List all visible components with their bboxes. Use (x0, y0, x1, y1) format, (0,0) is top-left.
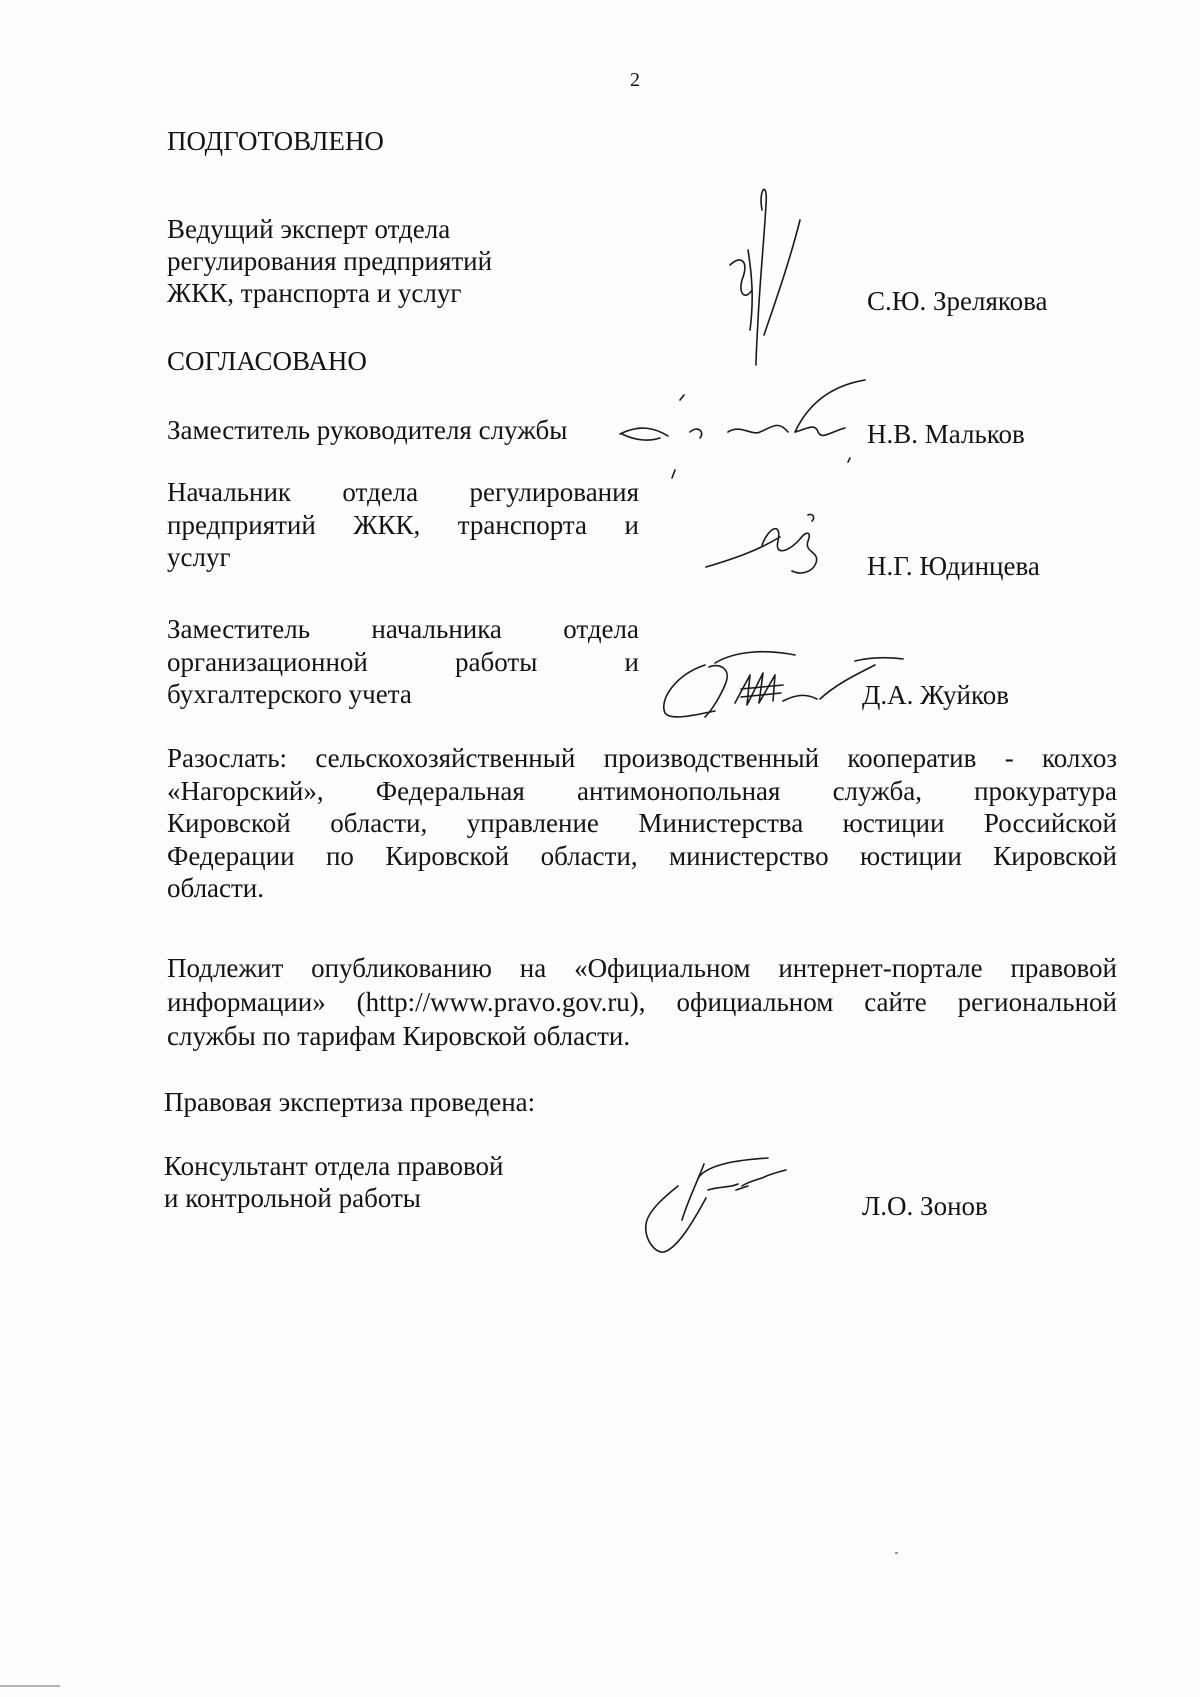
signature-zonov (638, 1150, 798, 1260)
publication-line: Подлежит опубликованию на «Официальном интернет-портале правовой (167, 953, 1117, 983)
distribution-line: области. (167, 873, 265, 903)
agreed-position-line: предприятий ЖКК, транспорта и (167, 509, 639, 540)
agreed-position-line: бухгалтерского учета (167, 679, 412, 709)
distribution-line: Федерации по Кировской области, министерство юстиции Кировской (167, 840, 1117, 871)
legal-review-position-line: и контрольной работы (164, 1183, 421, 1213)
agreed-position-line: услуг (167, 542, 231, 572)
page-number: 2 (630, 69, 640, 91)
agreed-position-line: Заместитель начальника отдела (167, 614, 639, 644)
publication-line: информации» (http://www.pravo.gov.ru), официальном сайте региональной (167, 987, 1117, 1017)
publication-block (167, 951, 1117, 1053)
agreed-position-line: Начальник отдела регулирования (167, 477, 639, 507)
legal-review-heading: Правовая экспертиза проведена: (164, 1087, 536, 1117)
publication-line: службы по тарифам Кировской области. (167, 1021, 631, 1051)
agreed-signatory-name: Д.А. Жуйков (862, 680, 1009, 710)
distribution-line: «Нагорский», Федеральная антимонопольная служба, прокуратура (167, 775, 1117, 806)
prepared-signatory-name: С.Ю. Зрелякова (867, 286, 1048, 316)
prepared-position-line: Ведущий эксперт отдела (167, 214, 451, 244)
distribution-line: Кировской области, управление Министерства юстиции Российской (167, 808, 1117, 838)
signature-zrelyakova (720, 180, 810, 370)
prepared-position-line: ЖКК, транспорта и услуг (167, 278, 462, 308)
signature-yudintseva (700, 505, 830, 585)
distribution-line: Разослать: сельскохозяйственный производственный кооператив - колхоз (167, 743, 1117, 773)
scan-speck (895, 1552, 898, 1554)
agreed-position-line: организационной работы и (167, 646, 639, 677)
signature-zhuykov (655, 645, 915, 725)
agreed-position-block (167, 613, 639, 711)
agreed-position-line: Заместитель руководителя службы (167, 415, 568, 445)
agreed-signatory-name: Н.Г. Юдинцева (867, 551, 1040, 581)
signature-malkov (610, 370, 870, 485)
legal-review-position-line: Консультант отдела правовой (164, 1151, 504, 1181)
legal-review-signatory-name: Л.О. Зонов (862, 1191, 988, 1221)
agreed-position-block (167, 476, 639, 574)
agreed-heading: СОГЛАСОВАНО (167, 346, 367, 376)
agreed-signatory-name: Н.В. Мальков (867, 419, 1025, 449)
distribution-block (167, 742, 1117, 905)
prepared-heading: ПОДГОТОВЛЕНО (167, 126, 384, 156)
prepared-position-line: регулирования предприятий (167, 246, 493, 276)
scan-edge-line (0, 1685, 60, 1687)
